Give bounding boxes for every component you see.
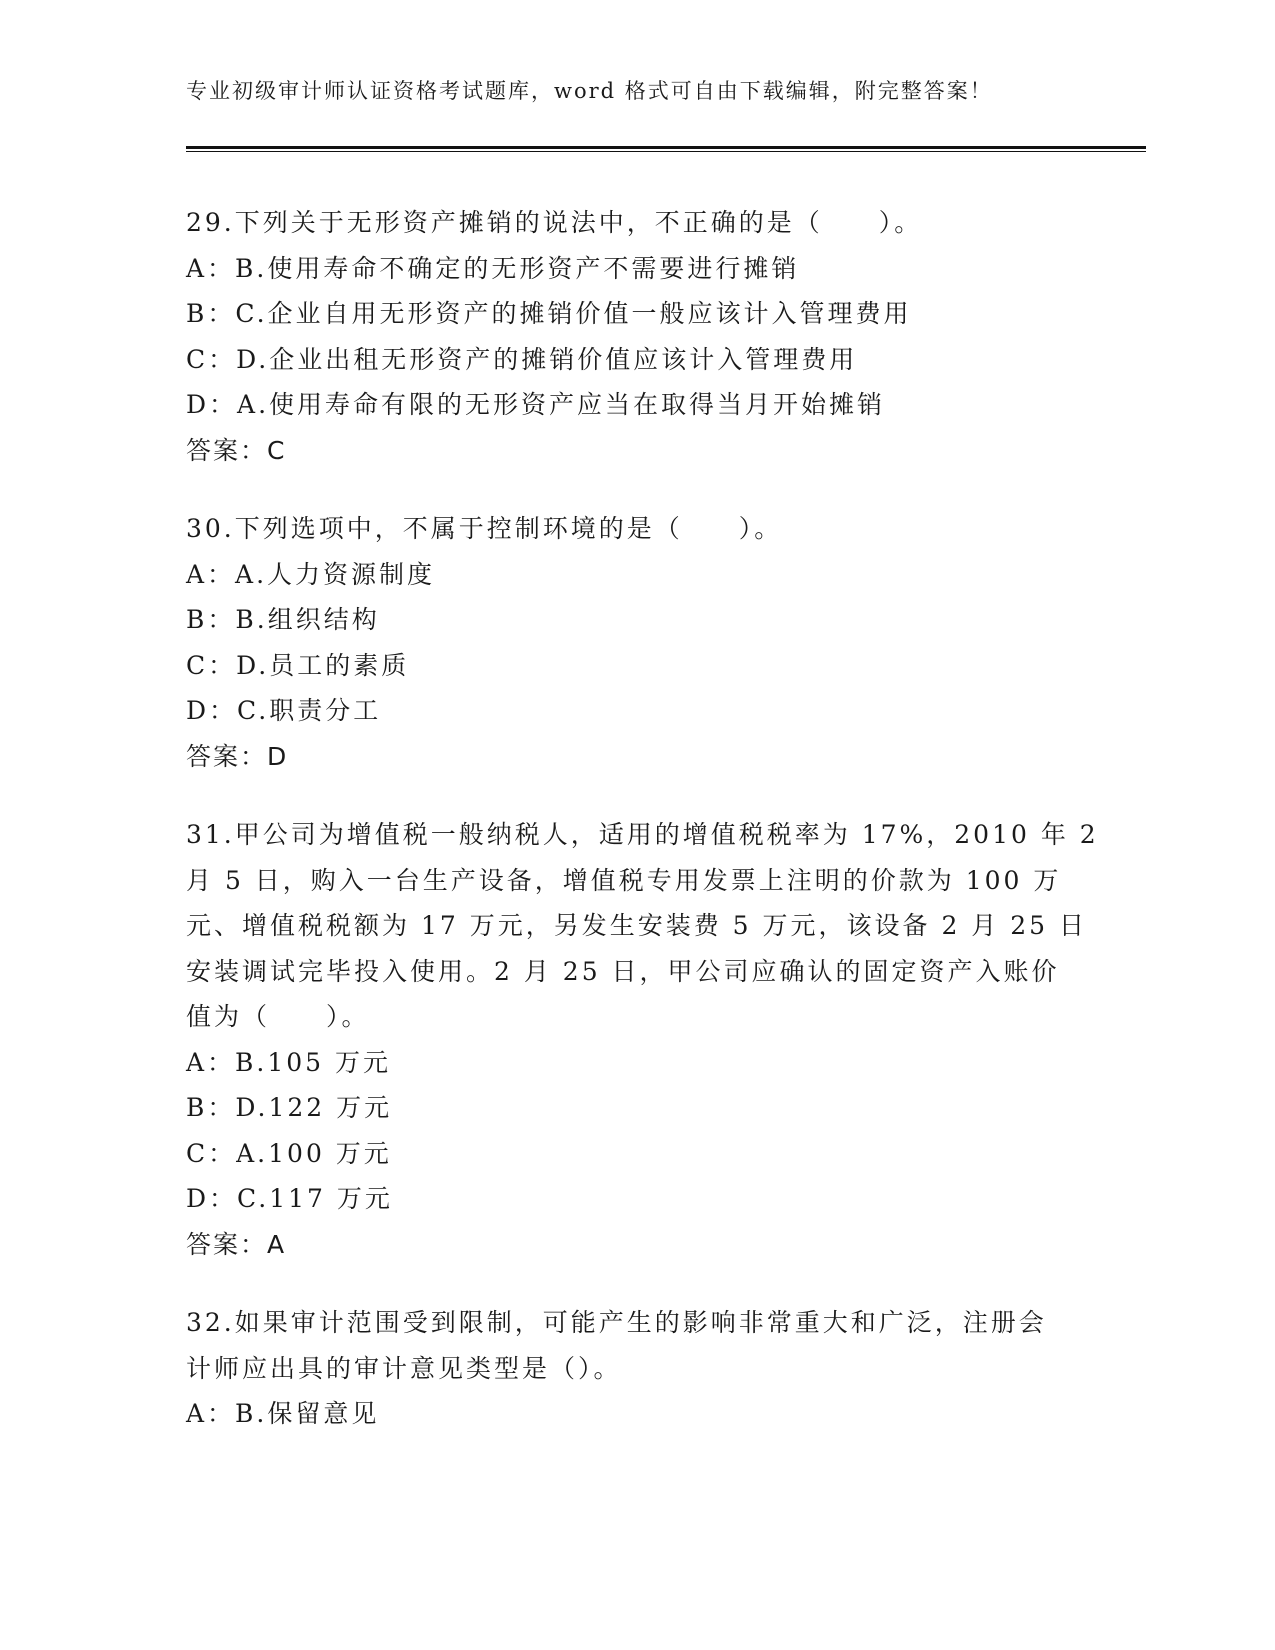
question-stem [186, 812, 1099, 1040]
stem-line: 计师应出具的审计意见类型是（）。 [186, 1353, 622, 1383]
answer-line: 答案：D [186, 741, 289, 771]
stem-line: 30.下列选项中，不属于控制环境的是（ ）。 [186, 514, 783, 543]
stem-line: 元、增值税税额为 17 万元，另发生安装费 5 万元，该设备 2 月 25 日 [186, 911, 1088, 940]
stem-line: 安装调试完毕投入使用。2 月 25 日，甲公司应确认的固定资产入账价 [186, 956, 1060, 986]
question-32 [186, 1300, 1086, 1437]
answer-line: 答案：A [186, 1229, 287, 1259]
question-31 [186, 812, 1099, 1267]
option-a: A：B.使用寿命不确定的无形资产不需要进行摊销 [186, 253, 800, 283]
option-b: B：D.122 万元 [186, 1093, 393, 1122]
option-a: A：B.保留意见 [186, 1399, 380, 1428]
option-b: B：B.组织结构 [186, 605, 380, 634]
question-list [186, 200, 1099, 1470]
option-c: C：D.员工的素质 [186, 650, 410, 680]
option-d: D：C.117 万元 [186, 1184, 393, 1213]
question-30 [186, 506, 1086, 779]
option-a: A：B.105 万元 [186, 1047, 392, 1077]
question-29 [186, 200, 1086, 473]
option-b: B：C.企业自用无形资产的摊销价值一般应该计入管理费用 [186, 299, 912, 328]
answer-line: 答案：C [186, 435, 287, 465]
question-stem [186, 506, 1086, 552]
option-a: A：A.人力资源制度 [186, 559, 436, 589]
stem-line: 值为（ ）。 [186, 1002, 370, 1031]
question-stem [186, 200, 1086, 246]
option-d: D：A.使用寿命有限的无形资产应当在取得当月开始摊销 [186, 390, 886, 419]
header-divider-thin [186, 151, 1146, 152]
stem-line: 31.甲公司为增值税一般纳税人，适用的增值税税率为 17%，2010 年 2 [186, 820, 1099, 849]
option-d: D：C.职责分工 [186, 696, 382, 725]
option-c: C：D.企业出租无形资产的摊销价值应该计入管理费用 [186, 344, 858, 374]
stem-line: 32.如果审计范围受到限制，可能产生的影响非常重大和广泛，注册会 [186, 1308, 1047, 1337]
option-c: C：A.100 万元 [186, 1138, 392, 1168]
question-stem [186, 1300, 1086, 1391]
stem-line: 月 5 日，购入一台生产设备，增值税专用发票上注明的价款为 100 万 [186, 865, 1062, 895]
header-divider [186, 146, 1146, 149]
stem-line: 29.下列关于无形资产摊销的说法中，不正确的是（ ）。 [186, 208, 923, 237]
document-header: 专业初级审计师认证资格考试题库，word 格式可自由下载编辑，附完整答案！ [186, 79, 993, 103]
